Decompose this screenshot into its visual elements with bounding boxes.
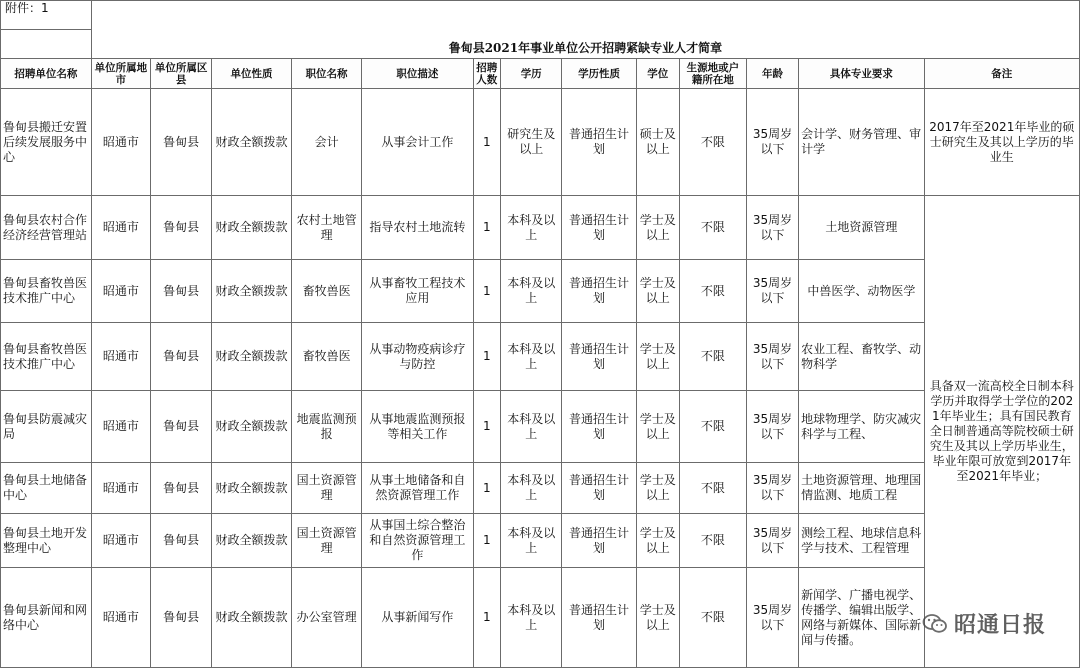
age-cell: 35周岁以下 bbox=[747, 196, 799, 260]
nature-cell: 财政全额拨款 bbox=[212, 323, 292, 391]
unit-name-cell: 鲁甸县搬迁安置后续发展服务中心 bbox=[1, 89, 92, 196]
education-cell: 本科及以上 bbox=[501, 260, 562, 323]
county-cell: 鲁甸县 bbox=[151, 391, 212, 463]
degree-cell: 学士及以上 bbox=[636, 260, 679, 323]
major-cell: 土地资源管理、地理国情监测、地质工程 bbox=[799, 463, 925, 514]
city-cell: 昭通市 bbox=[91, 260, 150, 323]
city-cell: 昭通市 bbox=[91, 323, 150, 391]
education-cell: 本科及以上 bbox=[501, 463, 562, 514]
major-cell: 新闻学、广播电视学、传播学、编辑出版学、网络与新媒体、国际新闻与传播。 bbox=[799, 568, 925, 668]
origin-cell: 不限 bbox=[679, 568, 746, 668]
col-header: 具体专业要求 bbox=[799, 59, 925, 89]
major-cell: 地球物理学、防灾减灾科学与工程、 bbox=[799, 391, 925, 463]
unit-name-cell: 鲁甸县新闻和网络中心 bbox=[1, 568, 92, 668]
position-cell: 农村土地管理 bbox=[291, 196, 361, 260]
col-header: 单位所属区县 bbox=[151, 59, 212, 89]
annex-label: 附件：1 bbox=[1, 1, 92, 30]
age-cell: 35周岁以下 bbox=[747, 463, 799, 514]
unit-name-cell: 鲁甸县畜牧兽医技术推广中心 bbox=[1, 323, 92, 391]
age-cell: 35周岁以下 bbox=[747, 568, 799, 668]
nature-cell: 财政全额拨款 bbox=[212, 196, 292, 260]
watermark-text: 昭通日报 bbox=[953, 613, 1046, 638]
col-header: 年龄 bbox=[747, 59, 799, 89]
education-cell: 本科及以上 bbox=[501, 391, 562, 463]
nature-cell: 财政全额拨款 bbox=[212, 89, 292, 196]
county-cell: 鲁甸县 bbox=[151, 260, 212, 323]
count-cell: 1 bbox=[473, 514, 501, 568]
table-row bbox=[1, 391, 1080, 463]
degree-cell: 学士及以上 bbox=[636, 514, 679, 568]
major-cell: 测绘工程、地球信息科学与技术、工程管理 bbox=[799, 514, 925, 568]
age-cell: 35周岁以下 bbox=[747, 260, 799, 323]
page-title: 鲁甸县2021年事业单位公开招聘紧缺专业人才简章 bbox=[91, 1, 1079, 59]
count-cell: 1 bbox=[473, 196, 501, 260]
count-cell: 1 bbox=[473, 323, 501, 391]
major-cell: 农业工程、畜牧学、动物科学 bbox=[799, 323, 925, 391]
table-row bbox=[1, 196, 1080, 260]
education-type-cell: 普通招生计划 bbox=[562, 260, 637, 323]
description-cell: 从事地震监测预报等相关工作 bbox=[362, 391, 473, 463]
col-header: 学历 bbox=[501, 59, 562, 89]
city-cell: 昭通市 bbox=[91, 89, 150, 196]
origin-cell: 不限 bbox=[679, 463, 746, 514]
education-type-cell: 普通招生计划 bbox=[562, 89, 637, 196]
remark-cell: 2017年至2021年毕业的硕士研究生及其以上学历的毕业生 bbox=[924, 89, 1079, 196]
education-type-cell: 普通招生计划 bbox=[562, 514, 637, 568]
nature-cell: 财政全额拨款 bbox=[212, 568, 292, 668]
education-type-cell: 普通招生计划 bbox=[562, 391, 637, 463]
education-type-cell: 普通招生计划 bbox=[562, 463, 637, 514]
degree-cell: 学士及以上 bbox=[636, 568, 679, 668]
position-cell: 办公室管理 bbox=[291, 568, 361, 668]
origin-cell: 不限 bbox=[679, 323, 746, 391]
unit-name-cell: 鲁甸县防震减灾局 bbox=[1, 391, 92, 463]
county-cell: 鲁甸县 bbox=[151, 323, 212, 391]
county-cell: 鲁甸县 bbox=[151, 514, 212, 568]
description-cell: 从事土地储备和自然资源管理工作 bbox=[362, 463, 473, 514]
education-type-cell: 普通招生计划 bbox=[562, 196, 637, 260]
county-cell: 鲁甸县 bbox=[151, 196, 212, 260]
table-header bbox=[1, 59, 1080, 89]
col-header: 备注 bbox=[924, 59, 1079, 89]
age-cell: 35周岁以下 bbox=[747, 89, 799, 196]
unit-name-cell: 鲁甸县土地开发整理中心 bbox=[1, 514, 92, 568]
major-cell: 中兽医学、动物医学 bbox=[799, 260, 925, 323]
county-cell: 鲁甸县 bbox=[151, 89, 212, 196]
city-cell: 昭通市 bbox=[91, 196, 150, 260]
remark-cell: 具备双一流高校全日制本科学历并取得学士学位的2021年毕业生；具有国民教育全日制普通高等院校硕士研究生及其以上学历毕业生，毕业年限可放宽到2017年至2021年毕业； bbox=[924, 196, 1079, 668]
unit-name-cell: 鲁甸县农村合作经济经营管理站 bbox=[1, 196, 92, 260]
count-cell: 1 bbox=[473, 260, 501, 323]
origin-cell: 不限 bbox=[679, 89, 746, 196]
position-cell: 畜牧兽医 bbox=[291, 323, 361, 391]
count-cell: 1 bbox=[473, 463, 501, 514]
nature-cell: 财政全额拨款 bbox=[212, 391, 292, 463]
description-cell: 从事畜牧工程技术应用 bbox=[362, 260, 473, 323]
origin-cell: 不限 bbox=[679, 196, 746, 260]
col-header: 学位 bbox=[636, 59, 679, 89]
nature-cell: 财政全额拨款 bbox=[212, 463, 292, 514]
degree-cell: 学士及以上 bbox=[636, 196, 679, 260]
table-row bbox=[1, 463, 1080, 514]
origin-cell: 不限 bbox=[679, 260, 746, 323]
col-header: 招聘人数 bbox=[473, 59, 501, 89]
origin-cell: 不限 bbox=[679, 514, 746, 568]
position-cell: 国土资源管理 bbox=[291, 514, 361, 568]
description-cell: 从事新闻写作 bbox=[362, 568, 473, 668]
nature-cell: 财政全额拨款 bbox=[212, 514, 292, 568]
position-cell: 地震监测预报 bbox=[291, 391, 361, 463]
col-header: 职位名称 bbox=[291, 59, 361, 89]
unit-name-cell: 鲁甸县畜牧兽医技术推广中心 bbox=[1, 260, 92, 323]
city-cell: 昭通市 bbox=[91, 463, 150, 514]
table-row bbox=[1, 260, 1080, 323]
count-cell: 1 bbox=[473, 391, 501, 463]
unit-name-cell: 鲁甸县土地储备中心 bbox=[1, 463, 92, 514]
degree-cell: 学士及以上 bbox=[636, 463, 679, 514]
city-cell: 昭通市 bbox=[91, 391, 150, 463]
col-header: 招聘单位名称 bbox=[1, 59, 92, 89]
col-header: 学历性质 bbox=[562, 59, 637, 89]
col-header: 生源地或户籍所在地 bbox=[679, 59, 746, 89]
education-cell: 本科及以上 bbox=[501, 568, 562, 668]
degree-cell: 硕士及以上 bbox=[636, 89, 679, 196]
table-row bbox=[1, 514, 1080, 568]
education-cell: 本科及以上 bbox=[501, 196, 562, 260]
count-cell: 1 bbox=[473, 568, 501, 668]
city-cell: 昭通市 bbox=[91, 514, 150, 568]
position-cell: 畜牧兽医 bbox=[291, 260, 361, 323]
count-cell: 1 bbox=[473, 89, 501, 196]
blank-cell bbox=[1, 30, 92, 59]
age-cell: 35周岁以下 bbox=[747, 323, 799, 391]
col-header: 单位所属地市 bbox=[91, 59, 150, 89]
education-cell: 研究生及以上 bbox=[501, 89, 562, 196]
major-cell: 土地资源管理 bbox=[799, 196, 925, 260]
origin-cell: 不限 bbox=[679, 391, 746, 463]
county-cell: 鲁甸县 bbox=[151, 568, 212, 668]
education-cell: 本科及以上 bbox=[501, 514, 562, 568]
degree-cell: 学士及以上 bbox=[636, 391, 679, 463]
education-type-cell: 普通招生计划 bbox=[562, 568, 637, 668]
age-cell: 35周岁以下 bbox=[747, 514, 799, 568]
table-row bbox=[1, 323, 1080, 391]
table-row bbox=[1, 568, 1080, 668]
degree-cell: 学士及以上 bbox=[636, 323, 679, 391]
description-cell: 从事会计工作 bbox=[362, 89, 473, 196]
description-cell: 从事国土综合整治和自然资源管理工作 bbox=[362, 514, 473, 568]
position-cell: 会计 bbox=[291, 89, 361, 196]
col-header: 单位性质 bbox=[212, 59, 292, 89]
description-cell: 指导农村土地流转 bbox=[362, 196, 473, 260]
position-cell: 国土资源管理 bbox=[291, 463, 361, 514]
nature-cell: 财政全额拨款 bbox=[212, 260, 292, 323]
education-type-cell: 普通招生计划 bbox=[562, 323, 637, 391]
major-cell: 会计学、财务管理、审计学 bbox=[799, 89, 925, 196]
description-cell: 从事动物疫病诊疗与防控 bbox=[362, 323, 473, 391]
city-cell: 昭通市 bbox=[91, 568, 150, 668]
county-cell: 鲁甸县 bbox=[151, 463, 212, 514]
age-cell: 35周岁以下 bbox=[747, 391, 799, 463]
education-cell: 本科及以上 bbox=[501, 323, 562, 391]
table-row bbox=[1, 89, 1080, 196]
col-header: 职位描述 bbox=[362, 59, 473, 89]
